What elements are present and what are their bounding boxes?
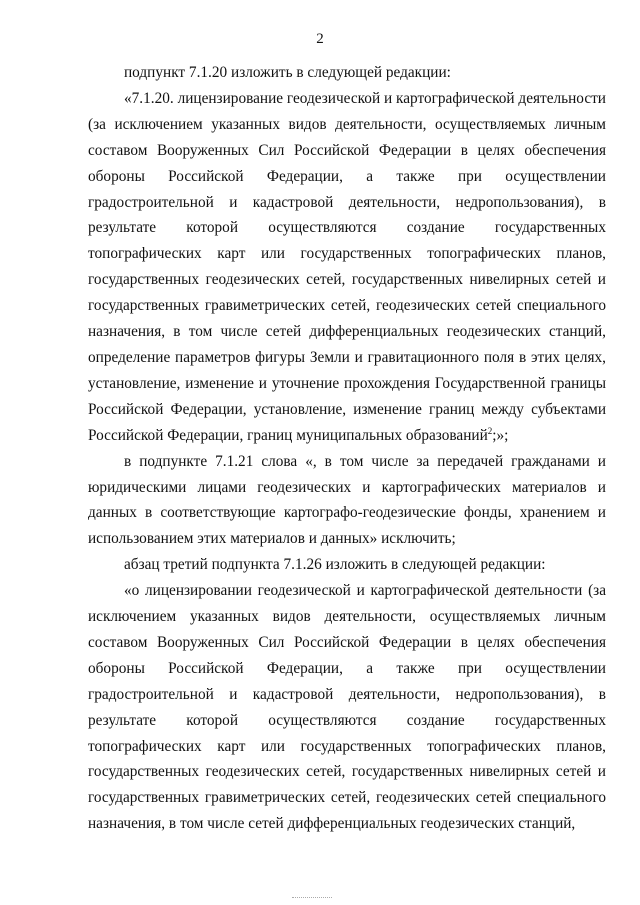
document-body — [88, 60, 606, 837]
paragraph-new-7-1-26 — [88, 578, 606, 837]
paragraph-text: в подпункте 7.1.21 слова «, в том числе за передачей гражданами и юридическими лицами геодезических и картографических материалов и данных в соответствующие картографо-геодезические фонды, хранением и использованием этих материалов и данных» исключить; — [88, 452, 606, 548]
paragraph-intro-7-1-26 — [88, 552, 606, 578]
paragraph-text: «7.1.20. лицензирование геодезической и картографической деятельности (за исключением указанных видов деятельности, осуществляемых личным составом Вооруженных Сил Российской Федерации в целях обеспечения обороны Российской Федерации, а также при осуществлении градостроительной и кадастровой деятельности, недропользования), в результате которой осуществляются создание государственных топографических карт или государственных топографических планов, государственных геодезических сетей, государственных нивелирных сетей и государственных гравиметрических сетей, геодезических сетей специального назначения, в том числе сетей дифференциальных геодезических станций, определение параметров фигуры Земли и гравитационного поля в этих целях, установление, изменение и уточнение прохождения Государственной границы Российской Федерации, установление, изменение границ между субъектами Российской Федерации, границ муниципальных образований — [88, 89, 606, 444]
paragraph-new-7-1-20 — [88, 86, 606, 449]
paragraph-7-1-21 — [88, 449, 606, 553]
paragraph-tail: ;»; — [492, 426, 509, 444]
footnote-reference: 2 — [487, 425, 493, 436]
paragraph-text: абзац третий подпункта 7.1.26 изложить в следующей редакции: — [124, 556, 546, 574]
paragraph-text: подпункт 7.1.20 изложить в следующей редакции: — [124, 64, 451, 81]
paragraph-text: «о лицензировании геодезической и картографической деятельности (за исключением указанных видов деятельности, осуществляемых личным составом Вооруженных Сил Российской Федерации в целях обеспечения обороны Российской Федерации, а также при осуществлении градостроительной и кадастровой деятельности, недропользования), в результате которой осуществляются создание государственных топографических карт или государственных топографических планов, государственных геодезических сетей, государственных нивелирных сетей и государственных гравиметрических сетей, геодезических сетей специального назначения, в том числе сетей дифференциальных геодезических станций, — [88, 582, 606, 833]
scan-artifact — [292, 897, 332, 900]
page-number: 2 — [316, 31, 324, 47]
paragraph-intro-7-1-20 — [88, 60, 606, 86]
